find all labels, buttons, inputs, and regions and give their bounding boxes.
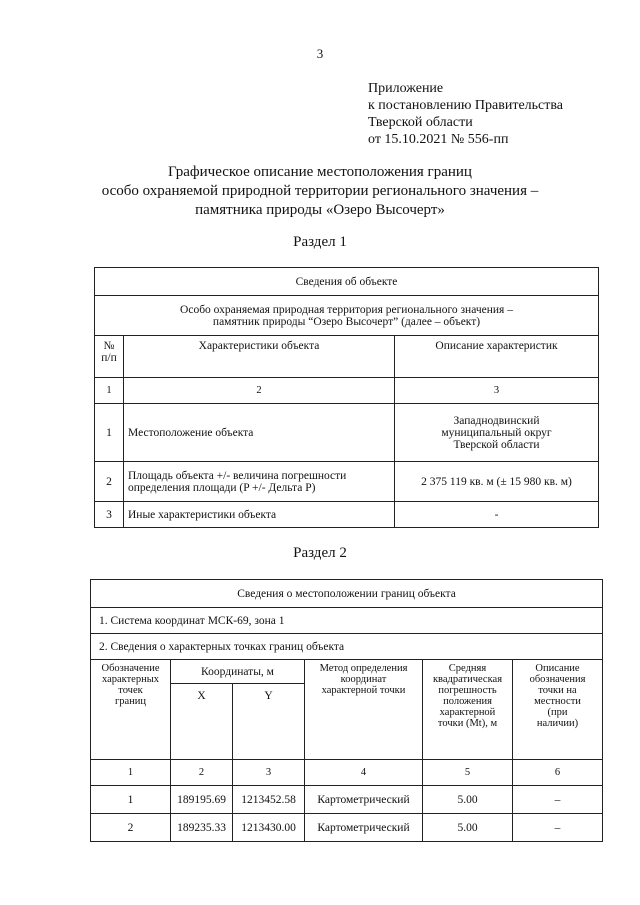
header-line: (при	[547, 707, 568, 718]
method: Картометрический	[305, 786, 423, 814]
col-header-description	[513, 660, 603, 760]
appendix-line: к постановлению Правительства	[368, 98, 564, 113]
col-header-description: Описание характеристик	[395, 336, 599, 378]
header-line: координат	[340, 674, 387, 685]
table-row	[91, 786, 603, 814]
index-cell: 4	[305, 760, 423, 786]
index-cell: 2	[124, 378, 395, 404]
appendix-line: от 15.10.2021 № 556-пп	[368, 132, 509, 147]
points-info: 2. Сведения о характерных точках границ объекта	[91, 634, 603, 660]
characteristic-line: Площадь объекта +/- величина погрешности	[128, 469, 347, 482]
table-row	[95, 404, 599, 462]
header-line: положения	[443, 696, 492, 707]
row-description	[395, 404, 599, 462]
col-header-error	[423, 660, 513, 760]
col-header-characteristic: Характеристики объекта	[124, 336, 395, 378]
method: Картометрический	[305, 814, 423, 842]
header-line: местности	[534, 696, 581, 707]
coord-x: 189235.33	[171, 814, 233, 842]
header-line: Описание	[535, 663, 580, 674]
header-line: Метод определения	[319, 663, 408, 674]
index-cell: 3	[233, 760, 305, 786]
table-row	[95, 462, 599, 502]
section1-heading: Раздел 1	[293, 234, 347, 250]
index-cell: 1	[91, 760, 171, 786]
coord-x: 189195.69	[171, 786, 233, 814]
header-line: наличии)	[536, 718, 579, 729]
title-line: Графическое описание местоположения границ	[168, 164, 472, 180]
description-line: Тверской области	[453, 438, 540, 451]
header-line: обозначения	[529, 674, 586, 685]
row-number: 2	[95, 462, 124, 502]
characteristic-line: определения площади (P +/- Дельта P)	[128, 481, 316, 494]
header-line: квадратическая	[432, 674, 503, 685]
header-line: характерных	[101, 674, 160, 685]
table-row	[95, 502, 599, 528]
document-title	[60, 163, 580, 220]
point-description: –	[513, 814, 603, 842]
col-header-num	[95, 336, 124, 378]
index-cell: 1	[95, 378, 124, 404]
description-line: Западнодвинский	[453, 414, 540, 427]
header-line: границ	[114, 696, 147, 707]
index-cell: 3	[395, 378, 599, 404]
header-line: точки (Mt), м	[437, 718, 498, 729]
col-header-coordinates: Координаты, м	[171, 660, 305, 684]
table-title: Сведения об объекте	[95, 268, 599, 296]
section2-heading: Раздел 2	[293, 545, 347, 561]
object-name-line: Особо охраняемая природная территория регионального значения –	[180, 303, 513, 316]
header-line: точки на	[538, 685, 577, 696]
object-name-line: памятник природы “Озеро Высочерт” (далее – объект)	[212, 315, 481, 328]
row-characteristic: Иные характеристики объекта	[124, 502, 395, 528]
point-id: 1	[91, 786, 171, 814]
description-line: муниципальный округ	[441, 426, 552, 439]
title-line: памятника природы «Озеро Высочерт»	[195, 202, 445, 218]
page-number: 3	[316, 46, 324, 61]
col-header-method	[305, 660, 423, 760]
point-id: 2	[91, 814, 171, 842]
col-header-num-line: №	[103, 340, 115, 352]
mt-value: 5.00	[423, 786, 513, 814]
coordinate-system: 1. Система координат МСК-69, зона 1	[91, 608, 603, 634]
col-header-num-line: п/п	[101, 352, 117, 364]
index-cell: 6	[513, 760, 603, 786]
appendix-line: Приложение	[368, 81, 444, 96]
col-header-x: X	[171, 684, 233, 760]
appendix-line: Тверской области	[368, 115, 473, 130]
row-number: 3	[95, 502, 124, 528]
row-characteristic	[124, 462, 395, 502]
header-line: Обозначение	[101, 663, 160, 674]
col-header-y: Y	[233, 684, 305, 760]
row-number: 1	[95, 404, 124, 462]
coord-y: 1213452.58	[233, 786, 305, 814]
header-line: характерной точки	[321, 685, 406, 696]
header-line: Средняя	[448, 663, 487, 674]
header-line: погрешность	[438, 685, 497, 696]
object-name-cell	[95, 296, 599, 336]
coord-y: 1213430.00	[233, 814, 305, 842]
table-title: Сведения о местоположении границ объекта	[91, 580, 603, 608]
boundary-table	[90, 579, 603, 842]
header-line: точек	[118, 685, 143, 696]
title-line: особо охраняемой природной территории регионального значения –	[101, 183, 539, 199]
index-cell: 2	[171, 760, 233, 786]
row-description: 2 375 119 кв. м (± 15 980 кв. м)	[395, 462, 599, 502]
col-header-designation	[91, 660, 171, 760]
header-line: характерной	[439, 707, 496, 718]
mt-value: 5.00	[423, 814, 513, 842]
table-row	[91, 814, 603, 842]
row-description: -	[395, 502, 599, 528]
object-info-table	[94, 267, 599, 528]
index-cell: 5	[423, 760, 513, 786]
point-description: –	[513, 786, 603, 814]
appendix-block	[368, 80, 563, 148]
row-characteristic: Местоположение объекта	[124, 404, 395, 462]
